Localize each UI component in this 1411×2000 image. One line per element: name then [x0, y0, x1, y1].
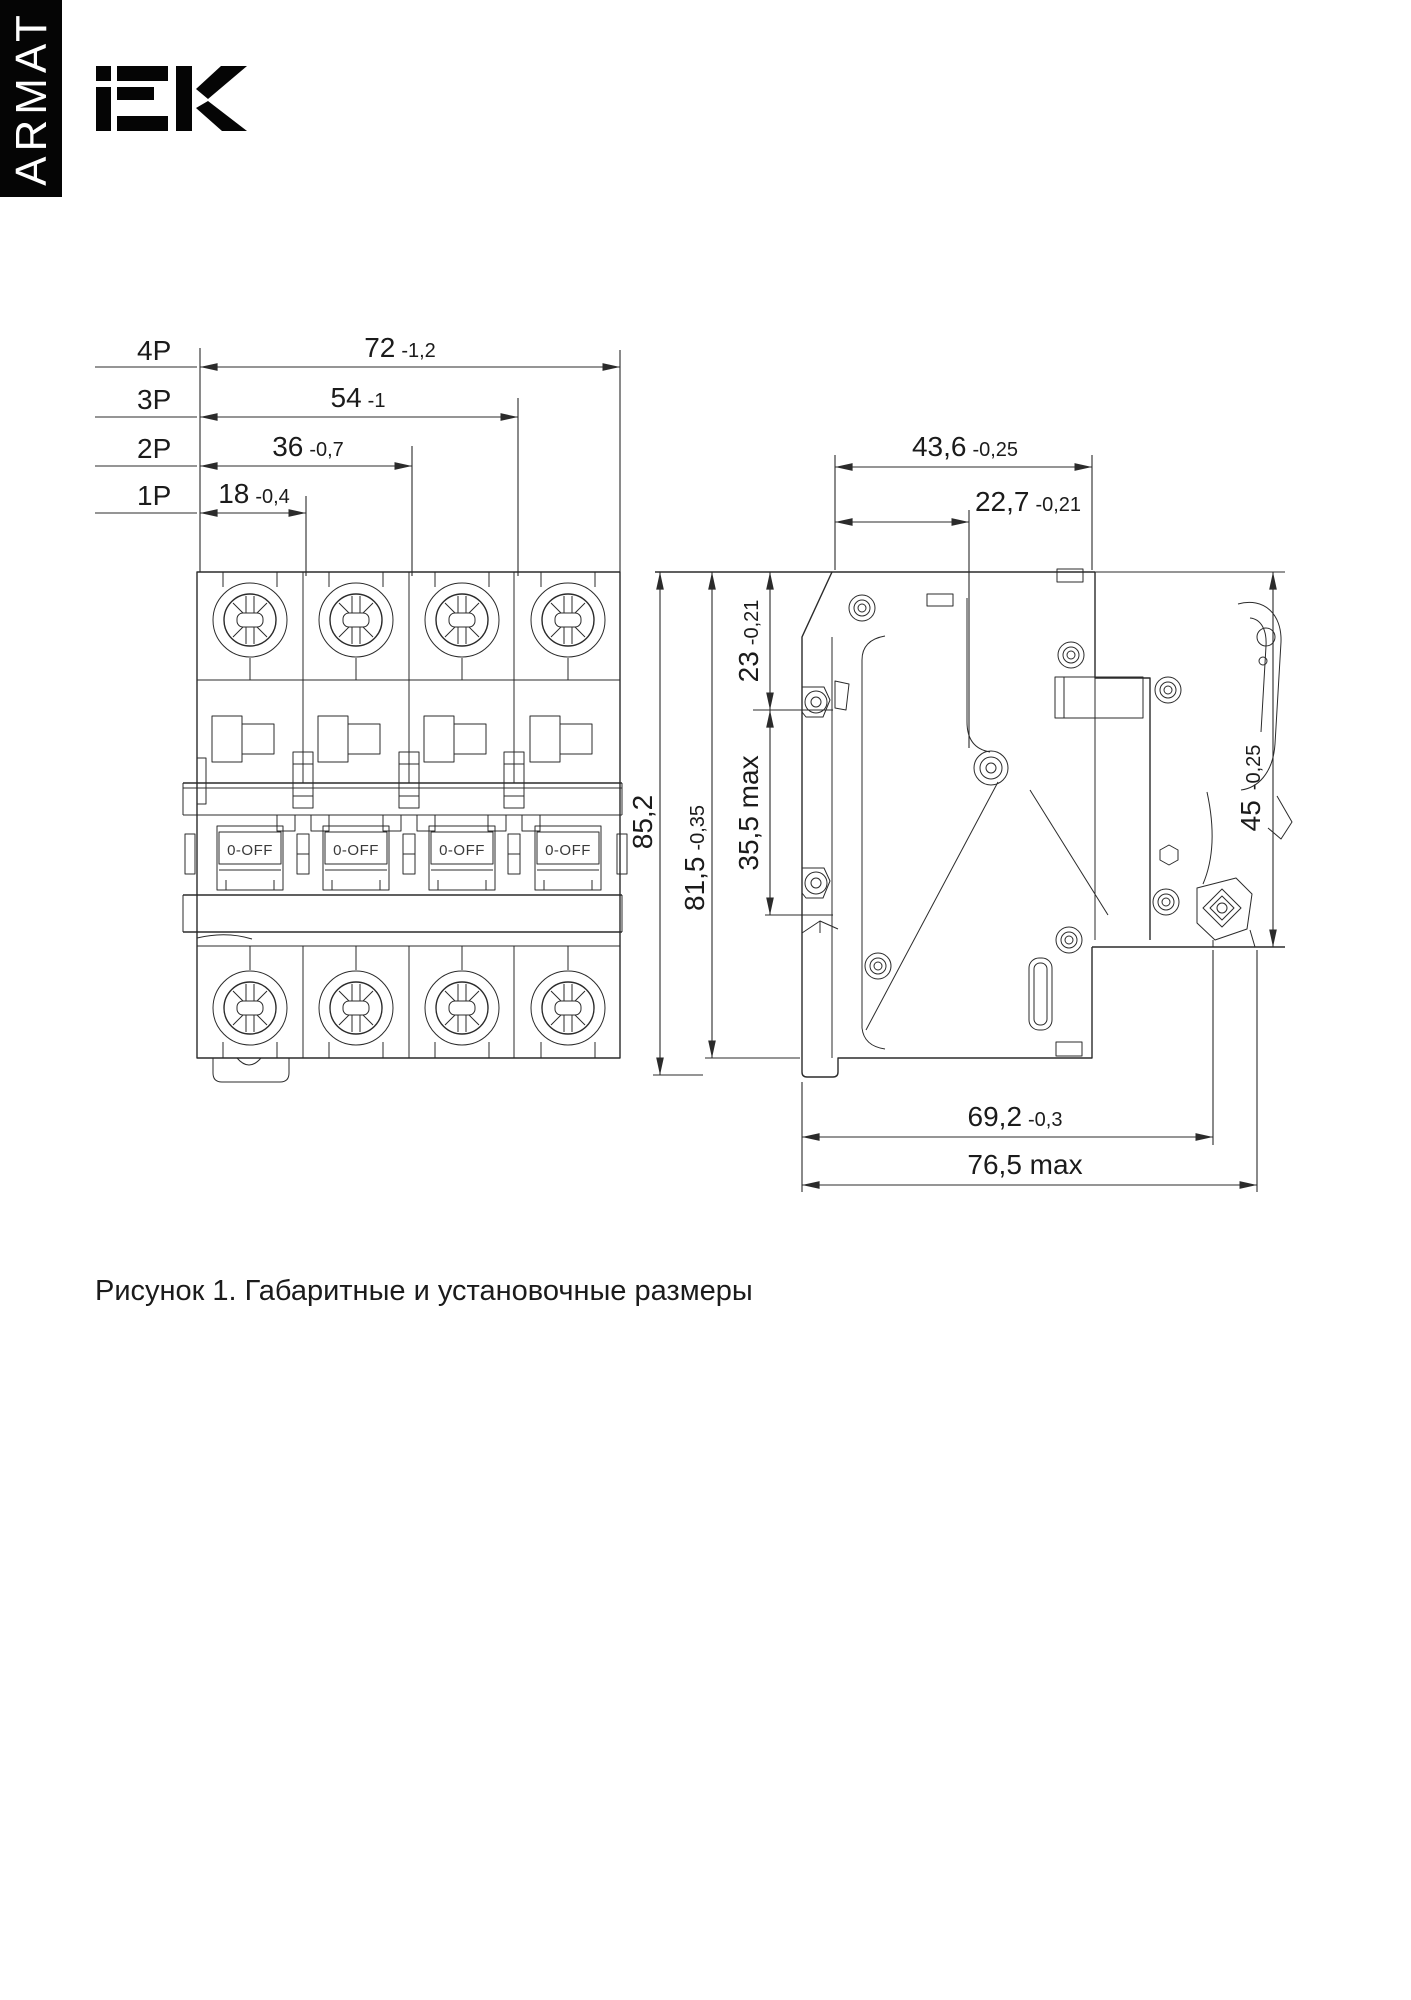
armat-sidebar — [0, 0, 62, 197]
pole-label: 2P — [137, 433, 172, 464]
front-dimensions — [95, 332, 620, 576]
svg-text:18-0,4: 18 -0,4 — [218, 478, 290, 509]
toggle-switch — [429, 826, 495, 890]
svg-text:69,2-0,3: 69,2 -0,3 — [967, 1101, 1063, 1132]
pole-label: 1P — [137, 480, 172, 511]
iek-logo-icon — [96, 66, 247, 131]
terminal-screw — [531, 572, 605, 680]
dimension-2p-36 — [137, 431, 412, 466]
front-view — [183, 572, 627, 1082]
dimension-4p-72 — [137, 332, 620, 367]
svg-text:35,5 max: 35,5 max — [733, 755, 764, 871]
dimension-1p-18 — [137, 478, 306, 513]
side-dimensions — [627, 431, 1273, 1192]
terminal-screw — [213, 572, 287, 680]
plate-notches — [277, 815, 540, 831]
svg-text:85,2: 85,2 — [627, 794, 658, 850]
pole-label: 4P — [137, 335, 172, 366]
svg-text:45-0,25: 45-0,25 — [1235, 744, 1266, 832]
dimension-top-to-screw — [733, 572, 833, 710]
dimension-latch-depth — [733, 710, 833, 915]
terminal-screw — [319, 572, 393, 680]
figure-caption: Рисунок 1. Габаритные и установочные размеры — [95, 1275, 753, 1307]
toggle-switch — [535, 826, 601, 890]
terminal-screw — [319, 946, 393, 1058]
svg-text:76,5 max: 76,5 max — [967, 1149, 1083, 1180]
svg-text:43,6-0,25: 43,6 -0,25 — [911, 431, 1019, 462]
svg-text:81,5-0,35: 81,5-0,35 — [679, 804, 710, 912]
sidebar-label: ARMAT — [7, 10, 56, 186]
svg-text:72-1,2: 72 -1,2 — [364, 332, 436, 363]
terminal-screw — [213, 946, 287, 1058]
rivets — [849, 595, 1181, 979]
svg-text:36-0,7: 36 -0,7 — [272, 431, 344, 462]
terminal-screw — [531, 946, 605, 1058]
svg-text:23-0,21: 23-0,21 — [733, 599, 764, 683]
pole-label: 3P — [137, 384, 172, 415]
dimension-3p-54 — [137, 382, 518, 417]
terminal-screw — [425, 572, 499, 680]
svg-text:54-1: 54 -1 — [330, 382, 386, 413]
din-clip-tab — [213, 1058, 289, 1082]
toggle-switch — [323, 826, 389, 890]
terminal-screw — [425, 946, 499, 1058]
svg-text:22,7-0,21: 22,7 -0,21 — [974, 486, 1082, 517]
toggle-switch — [217, 826, 283, 890]
